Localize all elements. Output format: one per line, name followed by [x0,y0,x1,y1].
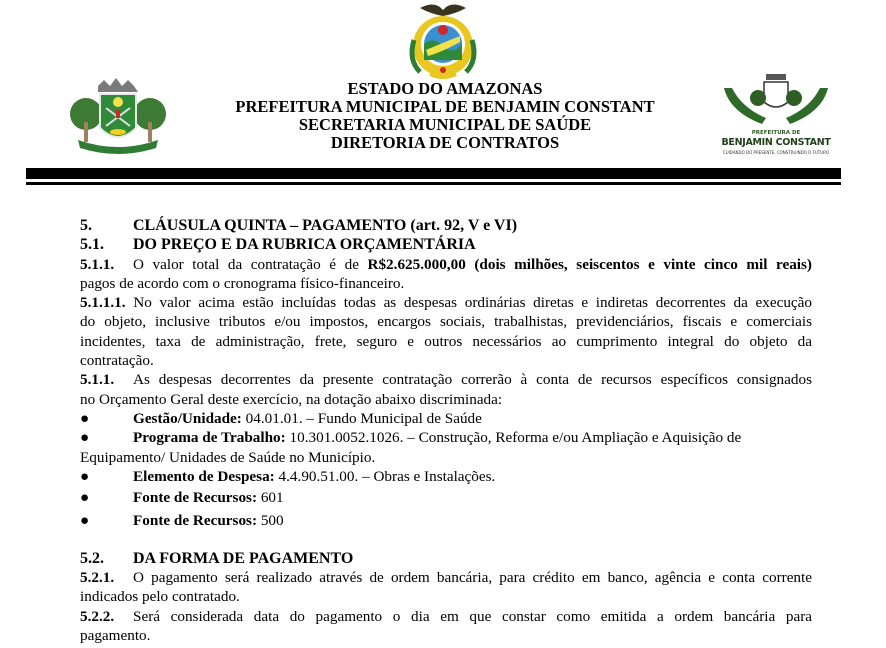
paragraph-5-1-1-1-line4: contratação. [80,352,154,370]
contract-value: R$2.625.000,00 (dois milhões, seiscentos e vinte cinco mil reais) [367,255,812,273]
amazonas-state-emblem [400,0,486,80]
budget-item-programa: ● Programa de Trabalho: 10.301.0052.1026. – Construção, Reforma e/ou Ampliação e Aquisição de [80,429,742,447]
paragraph-5-1-1-1-line3: incidentes, taxa de administração, frete, seguro e outros necessários ao cumprimento integral do objeto da [80,332,812,350]
budget-item-programa-cont: Equipamento/ Unidades de Saúde no Município. [80,448,376,466]
clause-heading: 5. CLÁUSULA QUINTA – PAGAMENTO (art. 92, V e VI) [80,217,518,234]
logo-prefeitura-de: PREFEITURA DE [751,130,801,136]
header-line-secretaria: SECRETARIA MUNICIPAL DE SAÚDE [298,115,592,134]
paragraph-5-1-1b-line1: 5.1.1. As despesas decorrentes da presente contratação correrão à conta de recursos específicos consignados [80,371,812,389]
prefeitura-logo [716,68,836,168]
header-line-prefeitura: PREFEITURA MUNICIPAL DE BENJAMIN CONSTANT [235,97,655,116]
section-5-1-heading: 5.1. DO PREÇO E DA RUBRICA ORÇAMENTÁRIA [80,236,476,254]
paragraph-5-2-1-line2: indicados pelo contratado. [80,588,240,606]
budget-item-elemento: ● Elemento de Despesa: 4.4.90.51.00. – Obras e Instalações. [80,467,496,485]
paragraph-5-2-1-line1: 5.2.1. O pagamento será realizado através de ordem bancária, para crédito em banco, agência e conta corrente [80,569,812,587]
logo-benjamin-constant: BENJAMIN CONSTANT [721,137,831,148]
budget-item-fonte-500: ● Fonte de Recursos: 500 [80,512,284,530]
header-divider-thin [26,182,841,185]
bullet-icon: ● [80,409,90,427]
paragraph-5-1-1-1-line2: do objeto, inclusive tributos e/ou impostos, encargos sociais, trabalhistas, previdenciários, fiscais e comerciais [80,313,812,331]
logo-slogan: CUIDANDO DO PRESENTE, CONSTRUINDO O FUTURO [722,150,830,155]
budget-item-fonte-601: ● Fonte de Recursos: 601 [80,489,284,507]
budget-item-gestao: ● Gestão/Unidade: 04.01.01. – Fundo Municipal de Saúde [80,409,482,427]
bullet-icon: ● [80,512,90,530]
bullet-icon: ● [80,467,90,485]
bullet-icon: ● [80,489,90,507]
benjamin-constant-coat-of-arms [64,74,172,158]
paragraph-5-1-1-line2: pagos de acordo com o cronograma físico-financeiro. [80,274,405,292]
document-header [220,80,670,152]
section-5-2-heading: 5.2. DA FORMA DE PAGAMENTO [80,549,354,567]
header-divider-thick [26,168,841,179]
paragraph-5-2-2-line2: pagamento. [80,626,151,644]
paragraph-5-1-1-line1: 5.1.1. O valor total da contratação é de R$2.625.000,00 (dois milhões, seiscentos e vinte cinco mil reais) [80,255,812,273]
paragraph-5-1-1-1-line1: 5.1.1.1. No valor acima estão incluídas todas as despesas ordinárias diretas e indiretas decorrentes da execução [80,294,812,312]
document-body [80,216,812,645]
paragraph-5-2-2-line1: 5.2.2. Será considerada data do pagamento o dia em que constar como emitida a ordem bancária para [80,607,812,625]
header-line-state: ESTADO DO AMAZONAS [347,79,543,98]
bullet-icon: ● [80,429,90,447]
header-line-diretoria: DIRETORIA DE CONTRATOS [330,133,560,152]
paragraph-5-1-1b-line2: no Orçamento Geral deste exercício, na dotação abaixo discriminada: [80,390,503,408]
